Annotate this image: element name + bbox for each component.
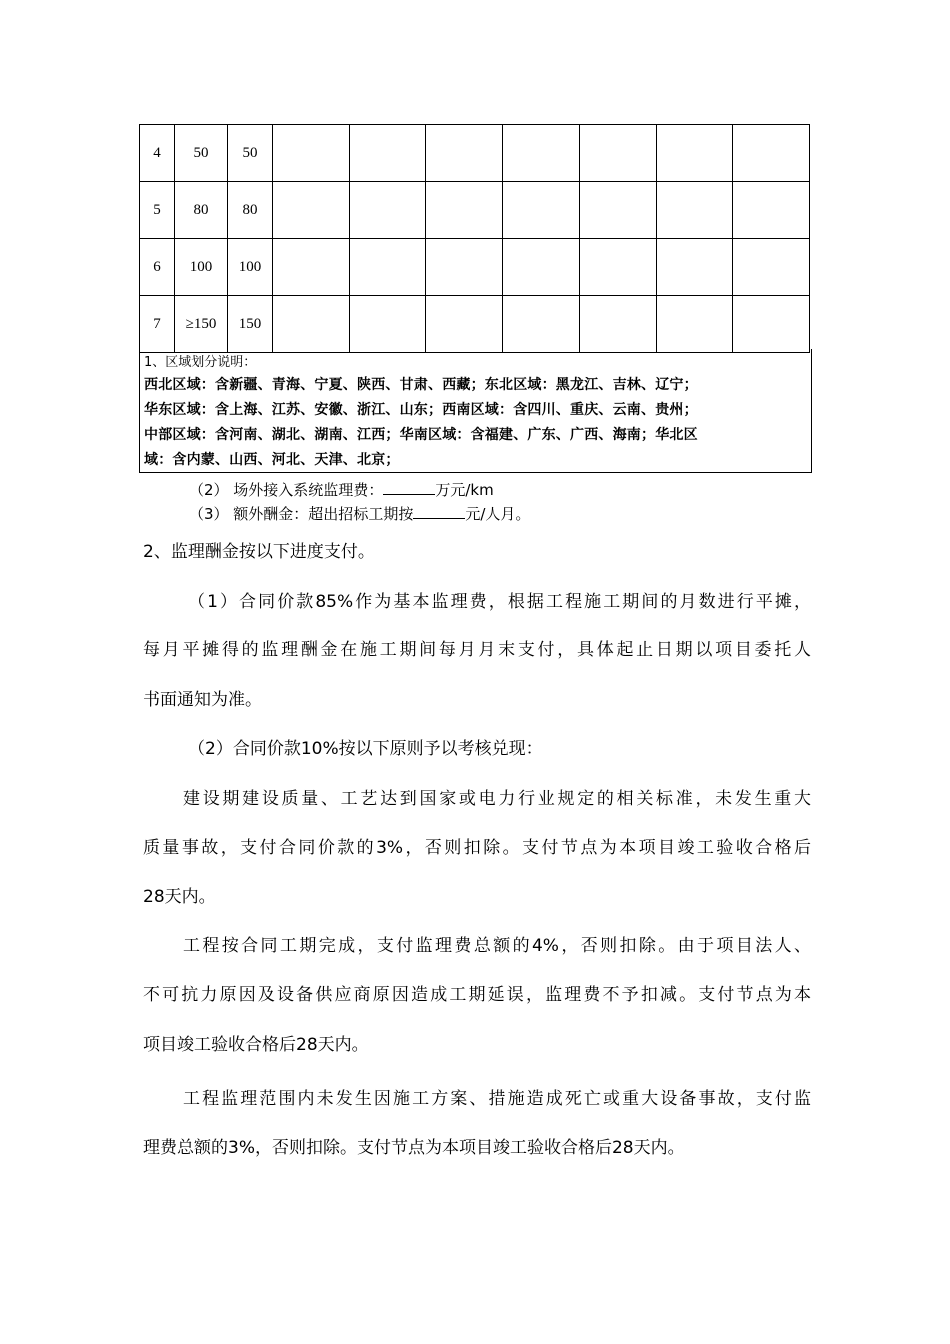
table-row bbox=[140, 296, 810, 353]
paragraph-line: （2）合同价款10%按以下原则予以考核兑现： bbox=[188, 739, 543, 759]
section-heading: 2、监理酬金按以下进度支付。 bbox=[143, 542, 375, 562]
empty-cell bbox=[426, 125, 503, 182]
fill-blank bbox=[383, 479, 435, 495]
fill-blank bbox=[413, 503, 465, 519]
sub-item-3 bbox=[189, 503, 530, 524]
empty-cell bbox=[349, 182, 426, 239]
empty-cell bbox=[503, 296, 580, 353]
table-row bbox=[140, 239, 810, 296]
empty-cell bbox=[733, 239, 810, 296]
cell-value-a-text: ≥150 bbox=[185, 316, 217, 332]
row-number: 7 bbox=[140, 296, 175, 353]
empty-cell bbox=[426, 239, 503, 296]
cell-value-a: 50 bbox=[175, 125, 228, 182]
paragraph-line: 理费总额的3%，否则扣除。支付节点为本项目竣工验收合格后28天内。 bbox=[143, 1138, 685, 1158]
empty-cell bbox=[579, 182, 656, 239]
cell-value-b: 150 bbox=[228, 296, 273, 353]
sub-item-2 bbox=[189, 479, 494, 500]
paragraph-line: 质量事故，支付合同价款的3%，否则扣除。支付节点为本项目竣工验收合格后 bbox=[143, 838, 811, 858]
empty-cell bbox=[656, 239, 733, 296]
cell-value-b: 50 bbox=[228, 125, 273, 182]
cell-value-b: 80 bbox=[228, 182, 273, 239]
region-note-line: 中部区域：含河南、湖北、湖南、江西；华南区域：含福建、广东、广西、海南；华北区 bbox=[144, 427, 698, 443]
cell-value-b: 100 bbox=[228, 239, 273, 296]
fee-table bbox=[139, 124, 810, 353]
empty-cell bbox=[579, 239, 656, 296]
paragraph-line: 不可抗力原因及设备供应商原因造成工期延误，监理费不予扣减。支付节点为本 bbox=[143, 985, 811, 1005]
paragraph-line: 书面通知为准。 bbox=[143, 690, 262, 710]
table-row bbox=[140, 182, 810, 239]
empty-cell bbox=[733, 125, 810, 182]
row-number: 6 bbox=[140, 239, 175, 296]
cell-value-a: 80 bbox=[175, 182, 228, 239]
empty-cell bbox=[733, 296, 810, 353]
empty-cell bbox=[426, 296, 503, 353]
row-number: 5 bbox=[140, 182, 175, 239]
region-note-line: 华东区域：含上海、江苏、安徽、浙江、山东；西南区域：含四川、重庆、云南、贵州； bbox=[144, 402, 698, 418]
empty-cell bbox=[656, 125, 733, 182]
table-row bbox=[140, 125, 810, 182]
paragraph-line: 建设期建设质量、工艺达到国家或电力行业规定的相关标准，未发生重大 bbox=[183, 789, 811, 809]
empty-cell bbox=[349, 125, 426, 182]
empty-cell bbox=[273, 125, 350, 182]
paragraph-line: （1）合同价款85%作为基本监理费，根据工程施工期间的月数进行平摊， bbox=[188, 592, 811, 612]
empty-cell bbox=[426, 182, 503, 239]
empty-cell bbox=[733, 182, 810, 239]
region-note-title: 1、区域划分说明： bbox=[144, 355, 257, 370]
sub-item-2-prefix: （2） 场外接入系统监理费： bbox=[189, 481, 384, 499]
cell-value-a bbox=[175, 296, 228, 353]
empty-cell bbox=[579, 296, 656, 353]
paragraph-line: 每月平摊得的监理酬金在施工期间每月月末支付，具体起止日期以项目委托人 bbox=[143, 640, 811, 660]
empty-cell bbox=[503, 182, 580, 239]
region-note bbox=[139, 349, 812, 473]
empty-cell bbox=[349, 239, 426, 296]
sub-item-3-suffix: 元/人月。 bbox=[465, 505, 531, 523]
row-number: 4 bbox=[140, 125, 175, 182]
empty-cell bbox=[273, 239, 350, 296]
empty-cell bbox=[273, 182, 350, 239]
empty-cell bbox=[503, 125, 580, 182]
paragraph-line: 工程按合同工期完成，支付监理费总额的4%，否则扣除。由于项目法人、 bbox=[183, 936, 811, 956]
paragraph-line: 项目竣工验收合格后28天内。 bbox=[143, 1035, 369, 1055]
empty-cell bbox=[656, 182, 733, 239]
empty-cell bbox=[579, 125, 656, 182]
region-note-line: 域：含内蒙、山西、河北、天津、北京； bbox=[144, 452, 400, 468]
empty-cell bbox=[273, 296, 350, 353]
empty-cell bbox=[656, 296, 733, 353]
empty-cell bbox=[349, 296, 426, 353]
cell-value-a: 100 bbox=[175, 239, 228, 296]
paragraph-line: 28天内。 bbox=[143, 887, 216, 907]
empty-cell bbox=[503, 239, 580, 296]
sub-item-2-suffix: 万元/km bbox=[435, 481, 494, 499]
region-note-line: 西北区域：含新疆、青海、宁夏、陕西、甘肃、西藏；东北区域：黑龙江、吉林、辽宁； bbox=[144, 377, 698, 393]
sub-item-3-prefix: （3） 额外酬金：超出招标工期按 bbox=[189, 505, 414, 523]
paragraph-line: 工程监理范围内未发生因施工方案、措施造成死亡或重大设备事故，支付监 bbox=[183, 1089, 811, 1109]
